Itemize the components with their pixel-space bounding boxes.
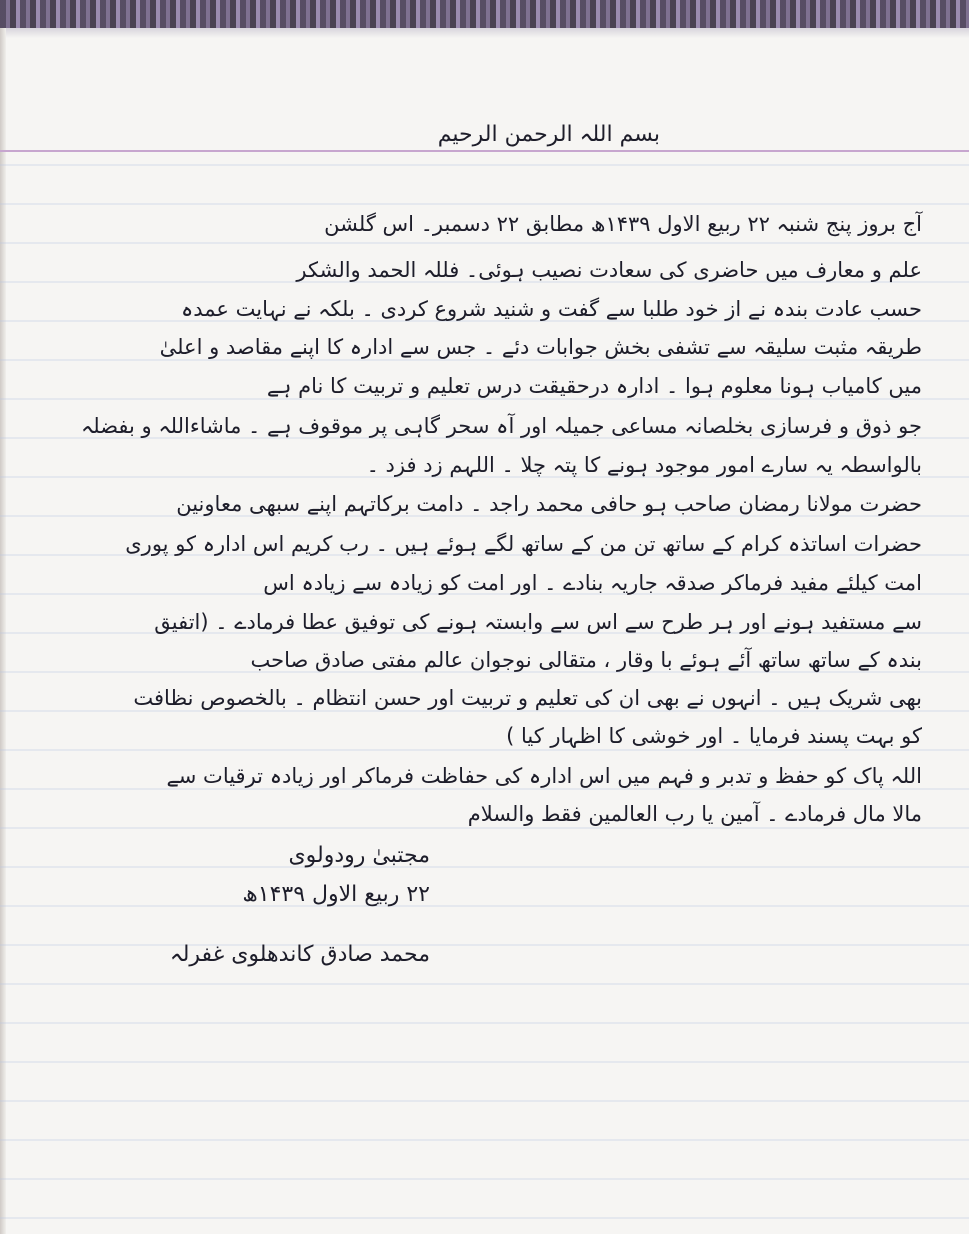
page-left-edge — [0, 28, 6, 1234]
body-line: میں کامیاب ہونا معلوم ہوا ۔ ادارہ درحقیقت درس تعلیم و تربیت کا نام ہے — [266, 374, 922, 398]
body-line: امت کیلئے مفید فرماکر صدقہ جاریہ بنادے ۔ اور امت کو زیادہ سے زیادہ اس — [263, 571, 922, 595]
second-signature: محمد صادق کاندھلوی غفرلہ — [169, 942, 430, 967]
header-rule — [0, 150, 969, 152]
binding-shadow — [0, 28, 969, 38]
body-line: حسب عادت بندہ نے از خود طلبا سے گفت و شنید شروع کردی ۔ بلکہ نے نہایت عمدہ — [180, 297, 922, 321]
body-line: حضرت مولانا رمضان صاحب ہو حافی محمد راجد ۔ دامت برکاتہم اپنے سبھی معاونین — [176, 492, 922, 516]
document-title: بسم اللہ الرحمن الرحیم — [437, 122, 660, 147]
body-line: بھی شریک ہیں ۔ انہوں نے بھی ان کی تعلیم و تربیت اور حسن انتظام ۔ بالخصوص نظافت — [133, 686, 922, 710]
body-line: جو ذوق و فرسازی بخلصانہ مساعی جمیلہ اور آہ سحر گاہی پر موقوف ہے ۔ ماشاءاللہ و بفضلہ — [80, 414, 922, 438]
body-line: طریقہ مثبت سلیقہ سے تشفی بخش جوابات دئے ۔ جس سے ادارہ کا اپنے مقاصد و اعلیٰ — [159, 335, 922, 359]
body-line: علم و معارف میں حاضری کی سعادت نصیب ہوئی۔ فللہ الحمد والشکر — [296, 258, 922, 282]
body-line: کو بہت پسند فرمایا ۔ اور خوشی کا اظہار کیا ) — [506, 724, 922, 748]
body-line: مالا مال فرمادے ۔ آمین یا رب العالمین فقط والسلام — [467, 802, 922, 826]
body-line: سے مستفید ہونے اور ہر طرح سے اس سے وابستہ ہونے کی توفیق عطا فرمادے ۔ (اتفیق — [154, 610, 922, 634]
body-line: حضرات اساتذہ کرام کے ساتھ تن من کے ساتھ لگے ہوئے ہیں ۔ رب کریم اس ادارہ کو پوری — [125, 532, 922, 556]
body-line: بالواسطہ یہ سارے امور موجود ہونے کا پتہ چلا ۔ اللہم زد فزد ۔ — [366, 453, 922, 477]
notebook-binding-edge — [0, 0, 969, 28]
signature-name: مجتبیٰ رودولوی — [288, 843, 430, 868]
body-line: آج بروز پنج شنبہ ۲۲ ربیع الاول ۱۴۳۹ھ مطابق ۲۲ دسمبر۔ اس گلشن — [324, 212, 922, 236]
signature-date: ۲۲ ربیع الاول ۱۴۳۹ھ — [242, 882, 430, 907]
body-line: بندہ کے ساتھ ساتھ آئے ہوئے با وقار ، متقالی نوجوان عالم مفتی صادق صاحب — [250, 648, 922, 672]
body-line: اللہ پاک کو حفظ و تدبر و فہم میں اس ادارہ کی حفاظت فرماکر اور زیادہ ترقیات سے — [166, 764, 922, 788]
